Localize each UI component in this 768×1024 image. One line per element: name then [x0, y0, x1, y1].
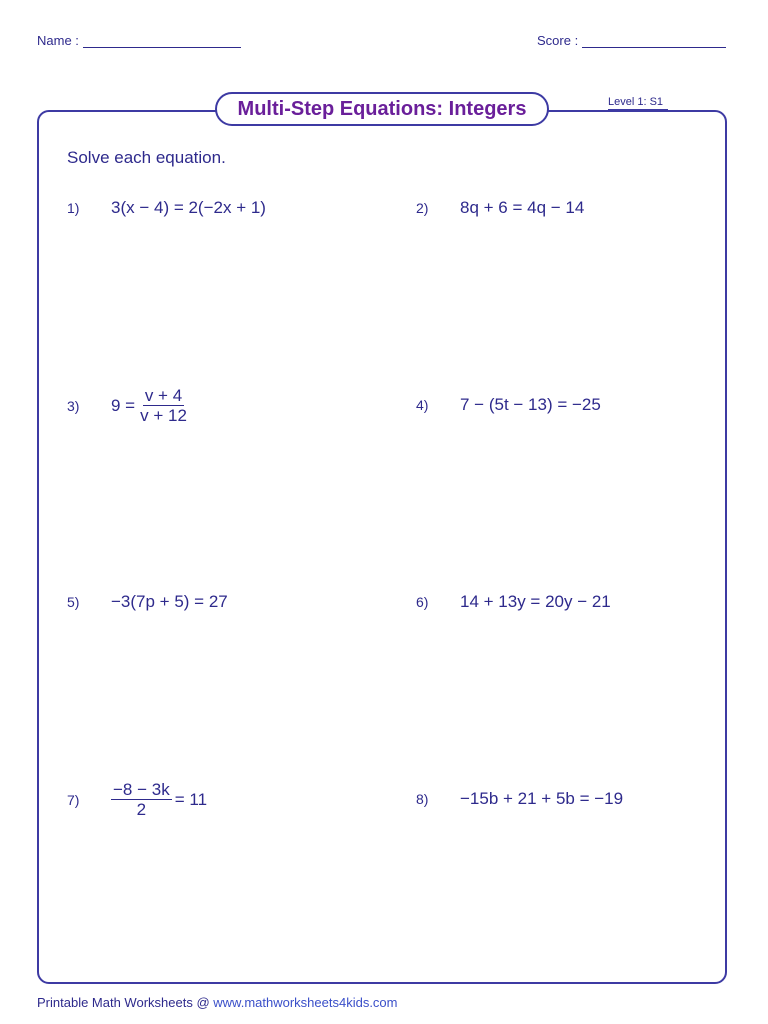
problem-6 [416, 592, 611, 612]
problem-4 [416, 395, 601, 415]
footer-text: Printable Math Worksheets @ [37, 995, 210, 1010]
problem-equation: 8q + 6 = 4q − 14 [460, 198, 585, 217]
problem-number: 2) [416, 200, 429, 216]
worksheet-frame [37, 110, 727, 984]
equation-rhs: = 11 [174, 789, 208, 809]
score-line[interactable] [582, 33, 726, 48]
problem-number: 5) [67, 594, 80, 610]
problem-3 [67, 386, 192, 425]
problem-number: 8) [416, 791, 429, 807]
problem-equation: −3(7p + 5) = 27 [111, 592, 228, 611]
problem-equation: 3(x − 4) = 2(−2x + 1) [111, 198, 266, 217]
name-label: Name : [37, 33, 79, 48]
problem-number: 1) [67, 200, 80, 216]
level-label: Level 1: S1 [608, 96, 668, 110]
fraction [138, 386, 189, 425]
score-label: Score : [537, 33, 579, 48]
problem-equation [111, 386, 192, 425]
name-field[interactable] [37, 33, 241, 48]
problem-8 [416, 789, 623, 809]
worksheet-title: Multi-Step Equations: Integers [215, 92, 549, 126]
problem-equation: 14 + 13y = 20y − 21 [460, 592, 611, 611]
footer-site-link[interactable]: www.mathworksheets4kids.com [213, 995, 398, 1010]
problem-equation [111, 780, 207, 819]
instructions: Solve each equation. [67, 148, 226, 167]
fraction-numerator: v + 4 [144, 386, 183, 405]
problem-5 [67, 592, 228, 612]
equation-lhs: 9 = [111, 395, 136, 415]
footer [37, 995, 398, 1010]
fraction-denominator: v + 12 [140, 406, 187, 425]
problem-1 [67, 198, 266, 218]
problem-equation: −15b + 21 + 5b = −19 [460, 789, 624, 808]
name-line[interactable] [83, 33, 241, 48]
problem-number: 4) [416, 397, 429, 413]
fraction-numerator: −8 − 3k [113, 780, 170, 799]
problem-7 [67, 780, 207, 819]
problem-equation: 7 − (5t − 13) = −25 [460, 395, 601, 414]
score-field[interactable] [537, 33, 726, 48]
problem-number: 6) [416, 594, 429, 610]
problem-number: 3) [67, 397, 80, 414]
fraction [111, 780, 172, 819]
fraction-denominator: 2 [136, 800, 147, 819]
problem-2 [416, 198, 584, 218]
problem-number: 7) [67, 791, 80, 808]
